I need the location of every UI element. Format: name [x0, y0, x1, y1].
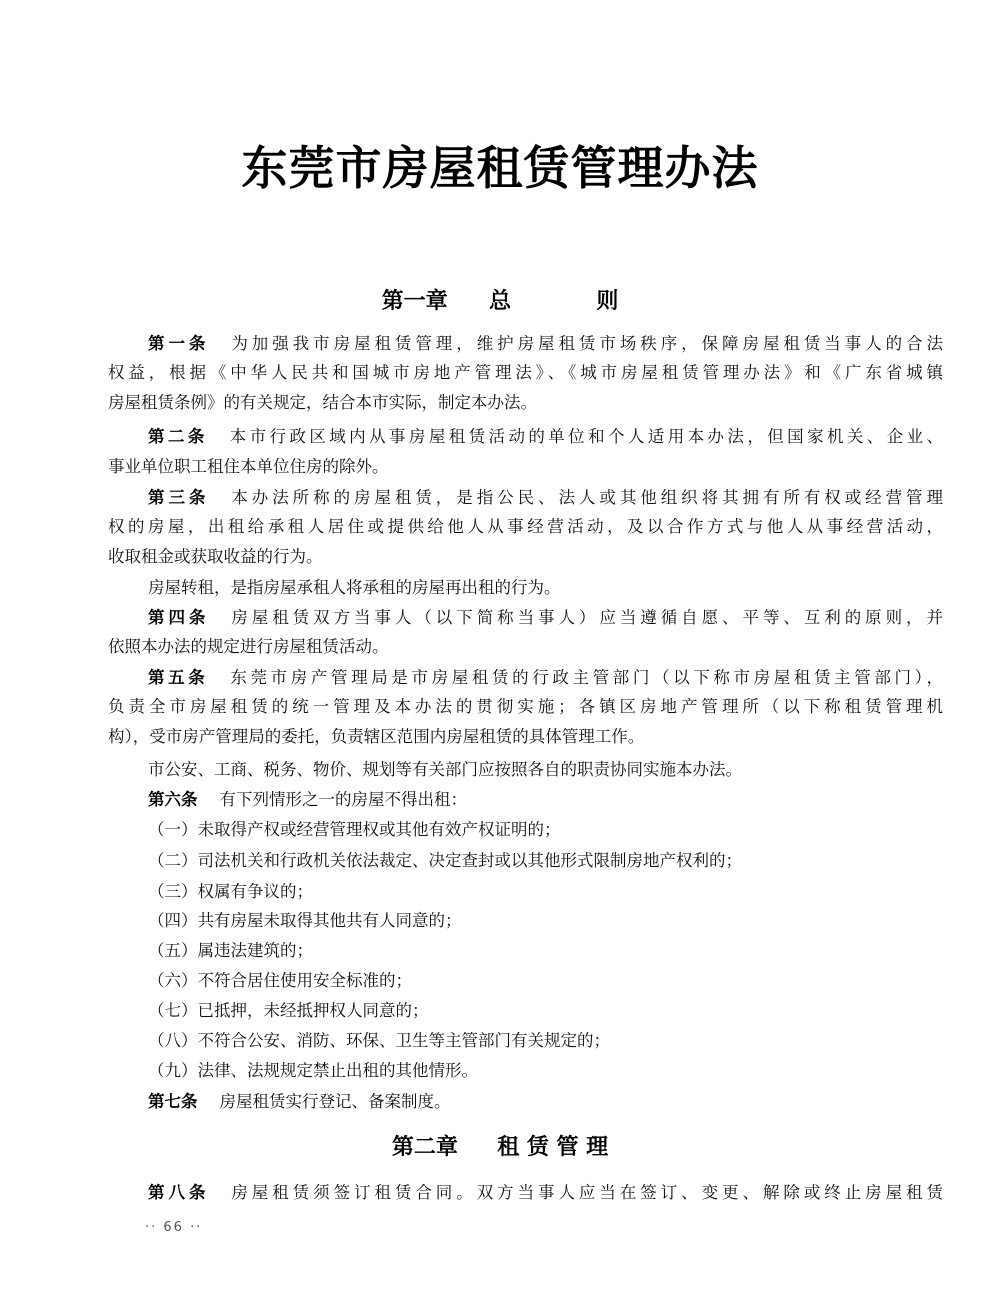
- article-number: 第六条: [148, 790, 198, 809]
- chapter-name-part: 则: [596, 289, 619, 314]
- chapter-name: 租 赁 管 理: [497, 1135, 609, 1160]
- text-line: [108, 333, 943, 355]
- line-text: 本市行政区域内从事房屋租赁活动的单位和个人适用本办法，但国家机关、企业、: [229, 427, 944, 446]
- article-number: 第一条: [148, 334, 210, 353]
- line-text: （二）司法机关和行政机关依法裁定、决定查封或以其他形式限制房地产权利的；: [148, 851, 742, 870]
- text-line: [108, 696, 943, 718]
- line-text: 东莞市房产管理局是市房屋租赁的行政主管部门（以下称市房屋租赁主管部门），: [230, 668, 943, 687]
- text-line: [108, 516, 943, 538]
- text-line: [108, 726, 644, 748]
- text-line: [108, 850, 742, 872]
- article-number: 第三条: [148, 488, 210, 507]
- text-line: [108, 667, 943, 689]
- text-line: [108, 636, 389, 658]
- text-line: [108, 577, 561, 599]
- line-text: （五）属违法建筑的；: [148, 941, 313, 960]
- text-line: [108, 392, 537, 414]
- text-line: [108, 1182, 943, 1204]
- text-line: [108, 881, 313, 903]
- line-text: （四）共有房屋未取得其他共有人同意的；: [148, 911, 462, 930]
- line-text: （七）已抵押，未经抵押权人同意的；: [148, 1001, 429, 1020]
- text-line: [108, 1060, 478, 1082]
- page-title: 东莞市房屋租赁管理办法: [241, 141, 759, 195]
- article-number: 第八条: [148, 1183, 210, 1202]
- text-line: [108, 362, 943, 384]
- article-number: 第五条: [148, 668, 209, 687]
- line-text: 负责全市房屋租赁的统一管理及本办法的贯彻实施；各镇区房地产管理所（以下称租赁管理机: [108, 697, 943, 716]
- line-text: 权益，根据《中华人民共和国城市房地产管理法》、《城市房屋租赁管理办法》和《广东省城镇: [108, 363, 943, 382]
- chapter-heading-1: [0, 284, 1000, 315]
- text-line: [108, 456, 389, 478]
- page-number: ·· 66 ··: [145, 1220, 203, 1235]
- article-number: 第二条: [148, 427, 208, 446]
- text-line: [108, 1000, 429, 1022]
- line-text: 市公安、工商、税务、物价、规划等有关部门应按照各自的职责协同实施本办法。: [148, 760, 742, 779]
- text-line: [108, 789, 467, 811]
- text-line: [108, 487, 943, 509]
- chapter-number: 第二章: [391, 1135, 458, 1160]
- line-text: （九）法律、法规规定禁止出租的其他情形。: [148, 1061, 478, 1080]
- article-number: 第七条: [148, 1092, 198, 1111]
- text-line: [108, 819, 561, 841]
- line-text: （三）权属有争议的；: [148, 882, 313, 901]
- text-line: [108, 1030, 610, 1052]
- line-text: （六）不符合居住使用安全标准的；: [148, 971, 412, 990]
- line-text: 房屋租赁须签订租赁合同。双方当事人应当在签订、变更、解除或终止房屋租赁: [231, 1183, 944, 1202]
- text-line: [108, 759, 742, 781]
- line-text: 构），受市房产管理局的委托，负责辖区范围内房屋租赁的具体管理工作。: [108, 727, 645, 746]
- chapter-heading-2: [0, 1130, 1000, 1161]
- line-text: 房屋租赁双方当事人（以下简称当事人）应当遵循自愿、平等、互利的原则，并: [231, 608, 944, 627]
- chapter-name-part: 总: [488, 289, 511, 314]
- article-number: 第四条: [148, 608, 210, 627]
- line-text: 房屋租赁条例》的有关规定，结合本市实际，制定本办法。: [108, 393, 537, 412]
- text-line: [108, 910, 462, 932]
- text-line: [108, 970, 412, 992]
- line-text: 收取租金或获取收益的行为。: [108, 547, 323, 566]
- text-line: [108, 546, 323, 568]
- line-text: 本办法所称的房屋租赁，是指公民、法人或其他组织将其拥有所有权或经营管理: [231, 488, 944, 507]
- text-line: [108, 607, 943, 629]
- text-line: [108, 940, 313, 962]
- line-text: 权的房屋，出租给承租人居住或提供给他人从事经营活动，及以合作方式与他人从事经营活动，: [108, 517, 943, 536]
- line-text: 房屋转租，是指房屋承租人将承租的房屋再出租的行为。: [148, 578, 561, 597]
- line-text: 依照本办法的规定进行房屋租赁活动。: [108, 637, 389, 656]
- line-text: 为加强我市房屋租赁管理，维护房屋租赁市场秩序，保障房屋租赁当事人的合法: [231, 334, 944, 353]
- line-text: 房屋租赁实行登记、备案制度。: [219, 1092, 451, 1111]
- line-text: 有下列情形之一的房屋不得出租：: [219, 790, 467, 809]
- text-line: [108, 1091, 451, 1113]
- line-text: （一）未取得产权或经营管理权或其他有效产权证明的；: [148, 820, 561, 839]
- chapter-number: 第一章: [381, 289, 448, 314]
- line-text: （八）不符合公安、消防、环保、卫生等主管部门有关规定的；: [148, 1031, 610, 1050]
- text-line: [108, 426, 943, 448]
- line-text: 事业单位职工租住本单位住房的除外。: [108, 457, 389, 476]
